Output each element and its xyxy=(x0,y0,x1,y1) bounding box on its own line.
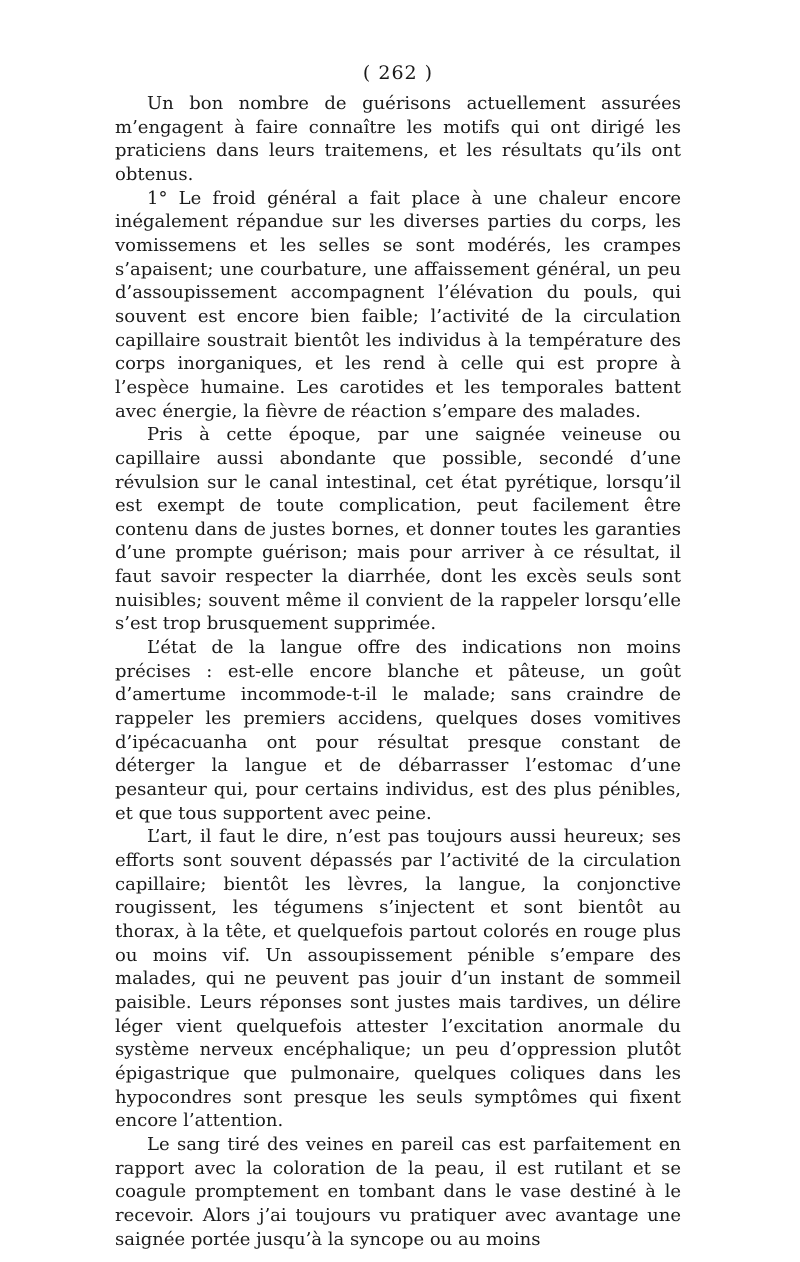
body-text xyxy=(115,92,681,1251)
paragraph-4: L’état de la langue offre des indications non moins précises : est-elle encore blanche et pâteuse, un goût d’amertume incommode-t-il le malade; sans craindre de rappeler les premiers accidens, quelques doses vomitives d’ipécacuanha ont pour résultat presque constant de déterger la langue et de débarrasser l’estomac d’une pesanteur qui, pour certains individus, est des plus pénibles, et que tous supportent avec peine. xyxy=(115,637,681,824)
paragraph-1: Un bon nombre de guérisons actuellement assurées m’engagent à faire connaître les motifs qui ont dirigé les praticiens dans leurs traitemens, et les résultats qu’ils ont obtenus. xyxy=(115,93,681,185)
page-number: ( 262 ) xyxy=(362,62,434,84)
paragraph-2: 1° Le froid général a fait place à une chaleur encore inégalement répandue sur les diverses parties du corps, les vomissemens et les selles se sont modérés, les crampes s’apaisent; une courbature, une affaissement général, un peu d’assoupissement accompagnent l’élévation du pouls, qui souvent est encore bien faible; l’activité de la circulation capillaire soustrait bientôt les individus à la température des corps inorganiques, et les rend à celle qui est propre à l’espèce humaine. Les carotides et les temporales battent avec énergie, la fièvre de réaction s’empare des malades. xyxy=(115,187,681,422)
paragraph-3: Pris à cette époque, par une saignée veineuse ou capillaire aussi abondante que possible, secondé d’une révulsion sur le canal intestinal, cet état pyrétique, lorsqu’il est exempt de toute complication, peut facilement être contenu dans de justes bornes, et donner toutes les garanties d’une prompte guérison; mais pour arriver à ce résultat, il faut savoir respecter la diarrhée, dont les excès seuls sont nuisibles; souvent même il convient de la rappeler lorsqu’elle s’est trop brusquement supprimée. xyxy=(115,424,681,635)
book-page xyxy=(115,58,681,1251)
paragraph-6: Le sang tiré des veines en pareil cas est parfaitement en rapport avec la coloration de la peau, il est rutilant et se coagule promptement en tombant dans le vase destiné à le recevoir. Alors j’ai toujours vu pratiquer avec avantage une saignée portée jusqu’à la syncope ou au moins xyxy=(115,1133,681,1250)
paragraph-5: L’art, il faut le dire, n’est pas toujours aussi heureux; ses efforts sont souvent dépassés par l’activité de la circulation capillaire; bientôt les lèvres, la langue, la conjonctive rougissent, les tégumens s’injectent et sont bientôt au thorax, à la tête, et quelquefois partout colorés en rouge plus ou moins vif. Un assoupissement pénible s’empare des malades, qui ne peuvent pas jouir d’un instant de sommeil paisible. Leurs réponses sont justes mais tardives, un délire léger vient quelquefois attester l’excitation anormale du système nerveux encéphalique; un peu d’oppression plutôt épigastrique que pulmonaire, quelques coliques dans les hypocondres sont presque les seuls symptômes qui fixent encore l’attention. xyxy=(115,826,681,1132)
